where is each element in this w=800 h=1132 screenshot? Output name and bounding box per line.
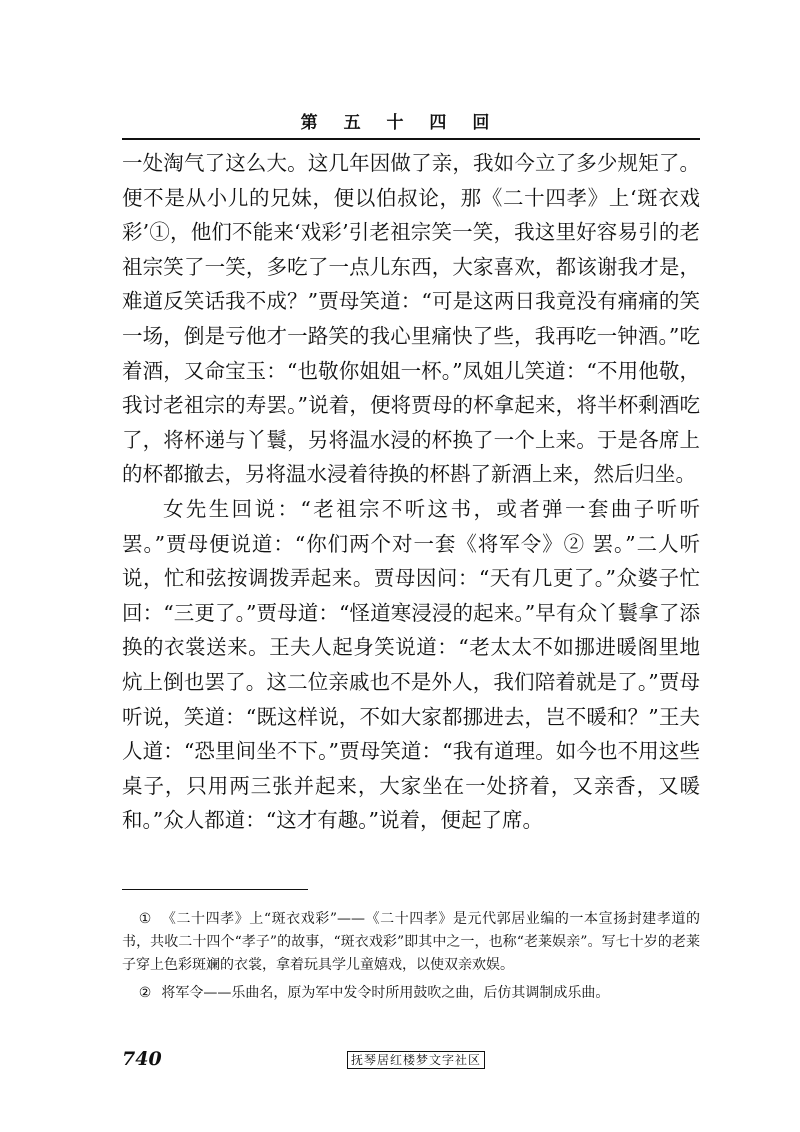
footnote-text: 将军令——乐曲名，原为军中发令时所用鼓吹之曲，后仿其调制成乐曲。 xyxy=(161,985,610,1001)
body-text xyxy=(122,146,700,838)
page-number: 740 xyxy=(122,1048,162,1070)
footnote-marker: ② xyxy=(138,985,152,1001)
chapter-header: 第 五 十 四 回 xyxy=(300,113,500,133)
paragraph-2: 女先生回说：“老祖宗不听这书，或者弹一套曲子听听罢。”贾母便说道：“你们两个对一套《将军令》② 罢。”二人听说，忙和弦按调拨弄起来。贾母因问：“天有几更了。”众婆子忙回：“三更了。”贾母道：“怪道寒浸浸的起来。”早有众丫鬟拿了添换的衣裳送来。王夫人起身笑说道：“老太太不如挪进暖阁里地炕上倒也罢了。这二位亲戚也不是外人，我们陪着就是了。”贾母听说，笑道：“既这样说，不如大家都挪进去，岂不暖和？”王夫人道：“恐里间坐不下。”贾母笑道：“我有道理。如今也不用这些桌子，只用两三张并起来，大家坐在一处挤着，又亲香，又暖和。”众人都道：“这才有趣。”说着，便起了席。 xyxy=(122,496,700,833)
footnote-text: 《二十四孝》上“斑衣戏彩”——《二十四孝》是元代郭居业编的一本宣扬封建孝道的书，共收二十四个“孝子”的故事，“斑衣戏彩”即其中之一，也称“老莱娱亲”。写七十岁的老莱子穿上色彩斑斓的衣裳，拿着玩具学儿童嬉戏，以使双亲欢娱。 xyxy=(122,911,700,973)
footnotes xyxy=(122,908,700,1010)
watermark-stamp: 抚琴居红楼梦文字社区 xyxy=(347,1051,485,1069)
footnote-rule xyxy=(122,889,308,890)
footnote-marker: ① xyxy=(138,911,152,927)
header-rule xyxy=(122,138,700,140)
paragraph-1: 一处淘气了这么大。这几年因做了亲，我如今立了多少规矩了。便不是从小儿的兄妹，便以伯叔论，那《二十四孝》上‘斑衣戏彩’①，他们不能来‘戏彩’引老祖宗笑一笑，我这里好容易引的老祖宗笑了一笑，多吃了一点儿东西，大家喜欢，都该谢我才是，难道反笑话我不成？”贾母笑道：“可是这两日我竟没有痛痛的笑一场，倒是亏他才一路笑的我心里痛快了些，我再吃一钟酒。”吃着酒，又命宝玉：“也敬你姐姐一杯。”凤姐儿笑道：“不用他敬，我讨老祖宗的寿罢。”说着，便将贾母的杯拿起来，将半杯剩酒吃了，将杯递与丫鬟，另将温水浸的杯换了一个上来。于是各席上的杯都撤去，另将温水浸着待换的杯斟了新酒上来，然后归坐。 xyxy=(122,151,700,487)
footnote-1 xyxy=(122,908,700,977)
footnote-2 xyxy=(122,982,700,1005)
